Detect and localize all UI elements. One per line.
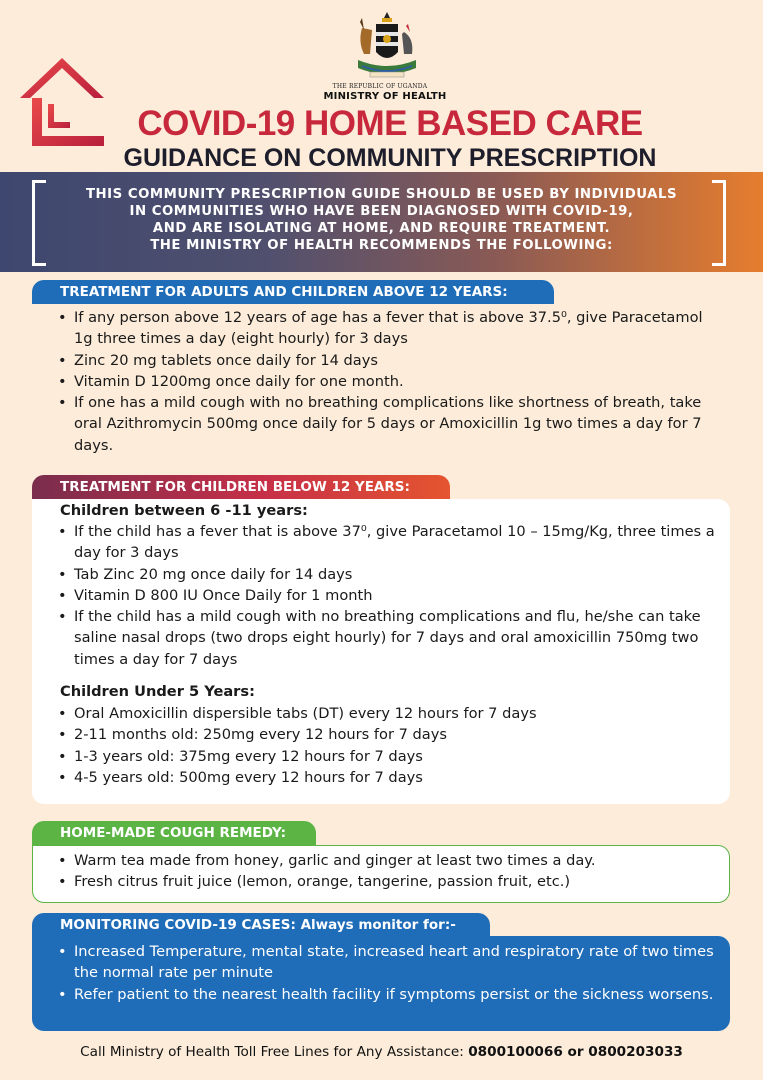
children-6-11-list [58, 521, 718, 670]
list-item: • 4-5 years old: 500mg every 12 hours for 7 days [58, 767, 718, 788]
banner-line: THE MINISTRY OF HEALTH RECOMMENDS THE FOLLOWING: [150, 238, 613, 253]
cough-section-title: HOME-MADE COUGH REMEDY: [32, 821, 316, 845]
monitoring-section-title: MONITORING COVID-19 CASES: Always monitor for:- [32, 913, 490, 937]
children-under-5-list [58, 703, 718, 788]
list-item: • If the child has a fever that is above 37⁰, give Paracetamol 10 – 15mg/Kg, three times a day for 3 days [58, 521, 718, 564]
list-item: • If the child has a mild cough with no breathing complications and flu, he/she can take saline nasal drops (two drops eight hourly) for 7 days and oral amoxicillin 750mg two times a day for 7 days [58, 606, 718, 670]
adults-section-title: TREATMENT FOR ADULTS AND CHILDREN ABOVE 12 YEARS: [32, 280, 554, 304]
cough-list [58, 850, 718, 893]
footer [0, 1044, 763, 1060]
list-item: • Vitamin D 1200mg once daily for one month. [58, 371, 718, 392]
footer-text: Call Ministry of Health Toll Free Lines for Any Assistance: [80, 1044, 469, 1060]
bracket-left [32, 180, 46, 266]
list-item: • Warm tea made from honey, garlic and ginger at least two times a day. [58, 850, 718, 871]
banner-text [50, 186, 713, 254]
page-title: COVID-19 HOME BASED CARE [137, 104, 643, 143]
house-logo-icon [14, 52, 110, 152]
list-item: • Zinc 20 mg tablets once daily for 14 days [58, 350, 718, 371]
list-item: • Increased Temperature, mental state, increased heart and respiratory rate of two times the normal rate per minute [58, 941, 718, 984]
list-item: • If one has a mild cough with no breathing complications like shortness of breath, take oral Azithromycin 500mg once daily for 5 days or Amoxicillin 1g two times a day for 7 days. [58, 392, 718, 456]
banner-line: THIS COMMUNITY PRESCRIPTION GUIDE SHOULD BE USED BY INDIVIDUALS [85, 187, 678, 202]
monitoring-list [58, 941, 718, 1005]
list-item: • Tab Zinc 20 mg once daily for 14 days [58, 564, 718, 585]
list-item: • Oral Amoxicillin dispersible tabs (DT) every 12 hours for 7 days [58, 703, 718, 724]
adults-list [58, 307, 718, 456]
republic-label: THE REPUBLIC OF UGANDA [332, 83, 428, 90]
page-subtitle: GUIDANCE ON COMMUNITY PRESCRIPTION [123, 144, 657, 172]
list-item: • Fresh citrus fruit juice (lemon, orange, tangerine, passion fruit, etc.) [58, 871, 718, 892]
children-under-5-heading: Children Under 5 Years: [60, 683, 255, 700]
children-section-title: TREATMENT FOR CHILDREN BELOW 12 YEARS: [32, 475, 450, 499]
banner-line: IN COMMUNITIES WHO HAVE BEEN DIAGNOSED WITH COVID-19, [129, 204, 634, 219]
list-item: • If any person above 12 years of age has a fever that is above 37.5⁰, give Paracetamol 1g three times a day (eight hourly) for 3 days [58, 307, 718, 350]
list-item: • Refer patient to the nearest health facility if symptoms persist or the sickness worsens. [58, 984, 718, 1005]
coat-of-arms-icon [352, 8, 422, 84]
children-6-11-heading: Children between 6 -11 years: [60, 502, 308, 519]
list-item: • Vitamin D 800 IU Once Daily for 1 month [58, 585, 718, 606]
list-item: • 2-11 months old: 250mg every 12 hours for 7 days [58, 724, 718, 745]
banner-line: AND ARE ISOLATING AT HOME, AND REQUIRE TREATMENT. [152, 221, 611, 236]
toll-free-numbers[interactable]: 0800100066 or 0800203033 [468, 1044, 683, 1060]
bracket-right [712, 180, 726, 266]
list-item: • 1-3 years old: 375mg every 12 hours for 7 days [58, 746, 718, 767]
ministry-label: MINISTRY OF HEALTH [323, 91, 447, 102]
